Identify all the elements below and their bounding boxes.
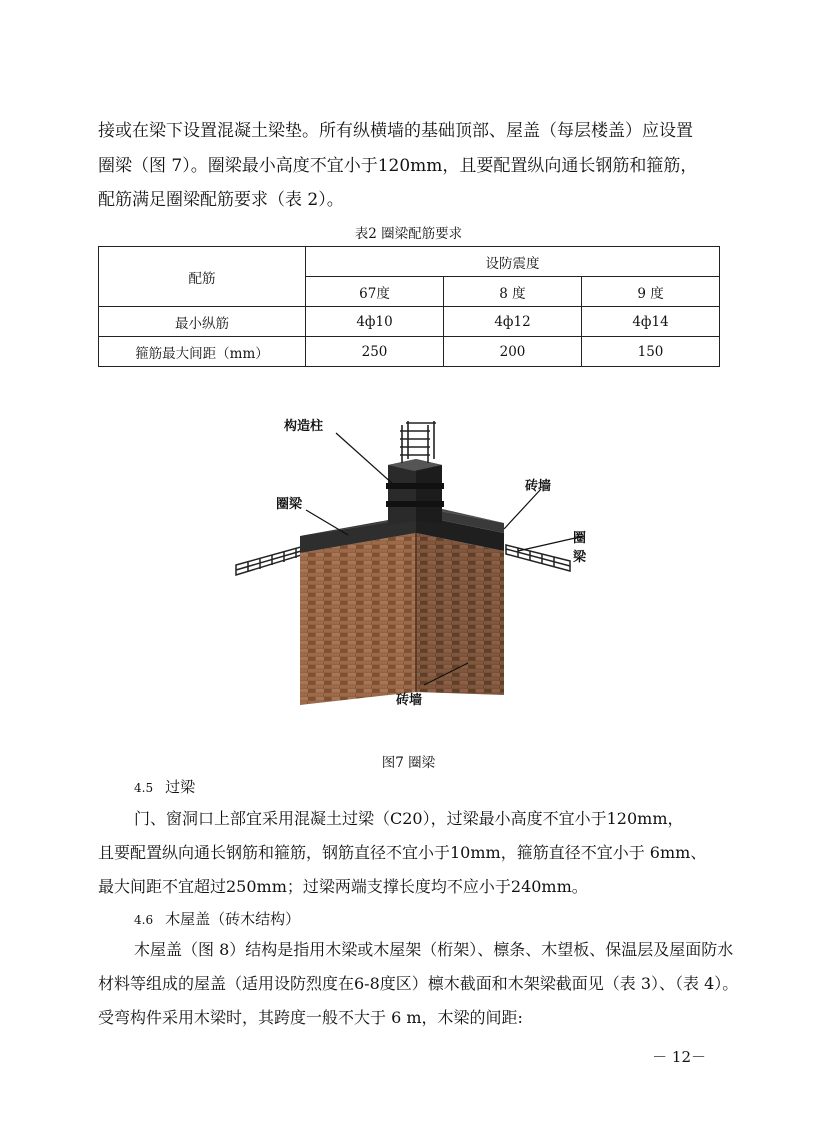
table-row [99, 307, 720, 337]
section46-line-2: 材料等组成的屋盖（适用设防烈度在6-8度区）檩木截面和木架梁截面见（表 3）、（表 4）。 [98, 974, 739, 993]
section-title: 过梁 [165, 778, 196, 796]
section-heading-4-5 [134, 776, 195, 797]
page-number: － 12－ [652, 1048, 706, 1066]
intro-line-2: 圈梁（图 7）。圈梁最小高度不宜小于120mm，且要配置纵向通长钢筋和箍筋， [98, 156, 698, 176]
table-header-degree: 67度 [306, 277, 444, 307]
section-heading-4-6 [134, 908, 300, 929]
table-cell: 4ф14 [582, 307, 720, 337]
table-cell: 4ф10 [306, 307, 444, 337]
intro-line-1: 接或在梁下设置混凝土梁垫。所有纵横墙的基础顶部、屋盖（每层楼盖）应设置 [98, 121, 693, 141]
table-header-reinforcement: 配筋 [99, 247, 306, 307]
figure-ring-beam [228, 405, 588, 720]
rebar-cage-left [236, 545, 308, 575]
section-number: 4.6 [134, 913, 154, 927]
table-header-degree: 9 度 [582, 277, 720, 307]
section46-line-1: 木屋盖（图 8）结构是指用木梁或木屋架（桁架）、檩条、木望板、保温层及屋面防水 [134, 940, 734, 959]
section45-line-1: 门、窗洞口上部宜采用混凝土过梁（C20），过梁最小高度不宜小于120mm， [134, 809, 684, 828]
label-ring-beam-left: 圈梁 [276, 497, 303, 512]
section45-line-2: 且要配置纵向通长钢筋和箍筋，钢筋直径不宜小于10mm，箍筋直径不宜小于 6mm、 [98, 843, 707, 862]
constructional-column [386, 459, 444, 525]
table-cell: 150 [582, 337, 720, 367]
figure-caption: 图7 圈梁 [381, 755, 436, 771]
leader-brick-wall-top [504, 489, 541, 529]
row-label: 箍筋最大间距（mm） [99, 337, 306, 367]
row-label: 最小纵筋 [99, 307, 306, 337]
table-cell: 200 [444, 337, 582, 367]
table-title: 表2 圈梁配筋要求 [354, 226, 463, 242]
label-constructional-column: 构造柱 [284, 419, 324, 434]
leader-column [336, 433, 394, 485]
table-row [99, 337, 720, 367]
brick-wall-right [416, 533, 504, 695]
rebar-cage-right [506, 545, 570, 571]
section46-line-3: 受弯构件采用木梁时，其跨度一般不大于 6 m，木梁的间距: [98, 1008, 523, 1027]
table-cell: 4ф12 [444, 307, 582, 337]
ring-beam-illustration [228, 405, 588, 720]
intro-line-3: 配筋满足圈梁配筋要求（表 2）。 [98, 190, 344, 210]
column-rebar [400, 421, 436, 463]
section-title: 木屋盖（砖木结构） [165, 910, 301, 928]
brick-wall-left [300, 533, 416, 705]
table-header-degree: 8 度 [444, 277, 582, 307]
section-number: 4.5 [134, 781, 154, 795]
table-header-seismic: 设防震度 [306, 247, 720, 277]
label-brick-wall-top: 砖墙 [525, 479, 552, 494]
reinforcement-table [98, 246, 720, 367]
label-brick-wall-bottom: 砖墙 [396, 693, 423, 708]
label-ring-beam-right: 圈梁 [572, 531, 586, 565]
section45-line-3: 最大间距不宜超过250mm；过梁两端支撑长度均不应小于240mm。 [98, 877, 588, 896]
table-cell: 250 [306, 337, 444, 367]
